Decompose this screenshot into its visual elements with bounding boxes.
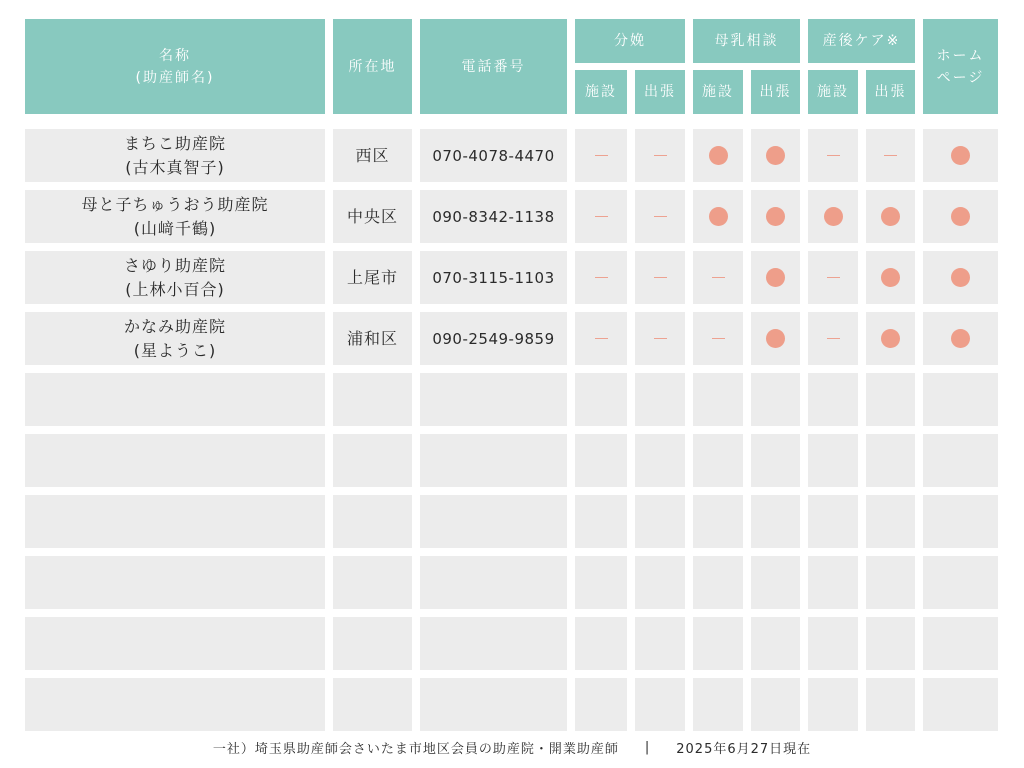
row-6-postpartum-visit-cell	[866, 434, 915, 487]
row-4-breastfeeding-visit-cell	[751, 312, 800, 365]
available-circle-mark	[766, 207, 785, 226]
not-available-dash-mark	[654, 338, 667, 340]
header-sub-delivery-visit: 出張	[635, 70, 685, 114]
row-5-delivery-visit-cell	[635, 373, 685, 426]
row-1-name: まちこ助産院 (古木真智子)	[25, 129, 325, 182]
row-7-delivery-facility-cell	[575, 495, 627, 548]
row-9-phone	[420, 617, 567, 670]
row-10-delivery-facility-cell	[575, 678, 627, 731]
row-7-delivery-visit-cell	[635, 495, 685, 548]
row-7-breastfeeding-facility-cell	[693, 495, 743, 548]
footer-separator: |	[644, 739, 651, 755]
row-7-breastfeeding-visit-cell	[751, 495, 800, 548]
row-10-phone	[420, 678, 567, 731]
row-7-location	[333, 495, 412, 548]
row-5-postpartum-facility-cell	[808, 373, 858, 426]
row-2-breastfeeding-visit-cell	[751, 190, 800, 243]
row-1-postpartum-visit-cell	[866, 129, 915, 182]
row-10-postpartum-visit-cell	[866, 678, 915, 731]
row-1-breastfeeding-visit-cell	[751, 129, 800, 182]
row-5-breastfeeding-visit-cell	[751, 373, 800, 426]
row-9-breastfeeding-facility-cell	[693, 617, 743, 670]
row-7-phone	[420, 495, 567, 548]
row-4-postpartum-facility-cell	[808, 312, 858, 365]
row-3-delivery-facility-cell	[575, 251, 627, 304]
available-circle-mark	[881, 268, 900, 287]
not-available-dash-mark	[595, 338, 608, 340]
row-10-delivery-visit-cell	[635, 678, 685, 731]
row-8-delivery-visit-cell	[635, 556, 685, 609]
row-5-postpartum-visit-cell	[866, 373, 915, 426]
not-available-dash-mark	[654, 216, 667, 218]
available-circle-mark	[766, 146, 785, 165]
row-6-homepage-cell	[923, 434, 998, 487]
not-available-dash-mark	[827, 277, 840, 279]
footer-org: 一社）埼玉県助産師会さいたま市地区会員の助産院・開業助産師	[212, 741, 619, 757]
row-1-phone: 070-4078-4470	[420, 129, 567, 182]
row-6-location	[333, 434, 412, 487]
header-sub-breastfeeding-visit: 出張	[751, 70, 800, 114]
available-circle-mark	[766, 268, 785, 287]
row-3-location: 上尾市	[333, 251, 412, 304]
not-available-dash-mark	[595, 277, 608, 279]
not-available-dash-mark	[595, 216, 608, 218]
row-2-homepage-cell	[923, 190, 998, 243]
available-circle-mark	[951, 329, 970, 348]
row-2-phone: 090-8342-1138	[420, 190, 567, 243]
row-3-delivery-visit-cell	[635, 251, 685, 304]
row-6-phone	[420, 434, 567, 487]
row-7-name	[25, 495, 325, 548]
row-9-name	[25, 617, 325, 670]
header-group-delivery: 分娩	[575, 19, 685, 63]
row-4-homepage-cell	[923, 312, 998, 365]
row-1-delivery-facility-cell	[575, 129, 627, 182]
header-sub-breastfeeding-facility: 施設	[693, 70, 743, 114]
row-8-location	[333, 556, 412, 609]
row-2-breastfeeding-facility-cell	[693, 190, 743, 243]
row-8-phone	[420, 556, 567, 609]
not-available-dash-mark	[712, 277, 725, 279]
row-10-breastfeeding-visit-cell	[751, 678, 800, 731]
row-9-delivery-visit-cell	[635, 617, 685, 670]
available-circle-mark	[881, 329, 900, 348]
row-8-homepage-cell	[923, 556, 998, 609]
row-5-phone	[420, 373, 567, 426]
not-available-dash-mark	[595, 155, 608, 157]
row-10-postpartum-facility-cell	[808, 678, 858, 731]
row-3-name: さゆり助産院 (上林小百合)	[25, 251, 325, 304]
row-4-phone: 090-2549-9859	[420, 312, 567, 365]
row-9-location	[333, 617, 412, 670]
row-9-postpartum-facility-cell	[808, 617, 858, 670]
row-10-breastfeeding-facility-cell	[693, 678, 743, 731]
not-available-dash-mark	[827, 155, 840, 157]
row-6-postpartum-facility-cell	[808, 434, 858, 487]
row-4-delivery-facility-cell	[575, 312, 627, 365]
row-1-postpartum-facility-cell	[808, 129, 858, 182]
row-1-location: 西区	[333, 129, 412, 182]
row-2-postpartum-visit-cell	[866, 190, 915, 243]
not-available-dash-mark	[884, 155, 897, 157]
header-name: 名称 (助産師名)	[25, 19, 325, 114]
row-1-delivery-visit-cell	[635, 129, 685, 182]
row-8-name	[25, 556, 325, 609]
row-2-delivery-visit-cell	[635, 190, 685, 243]
row-8-delivery-facility-cell	[575, 556, 627, 609]
footer	[0, 737, 1024, 757]
available-circle-mark	[824, 207, 843, 226]
header-sub-postpartum-visit: 出張	[866, 70, 915, 114]
row-5-name	[25, 373, 325, 426]
header-group-breastfeeding: 母乳相談	[693, 19, 800, 63]
header-phone: 電話番号	[420, 19, 567, 114]
available-circle-mark	[766, 329, 785, 348]
row-2-name: 母と子ちゅうおう助産院 (山﨑千鶴)	[25, 190, 325, 243]
available-circle-mark	[951, 268, 970, 287]
row-9-postpartum-visit-cell	[866, 617, 915, 670]
row-4-name: かなみ助産院 (星ようこ)	[25, 312, 325, 365]
row-5-delivery-facility-cell	[575, 373, 627, 426]
row-10-location	[333, 678, 412, 731]
row-10-name	[25, 678, 325, 731]
header-homepage: ホーム ページ	[923, 19, 998, 114]
row-3-homepage-cell	[923, 251, 998, 304]
row-9-homepage-cell	[923, 617, 998, 670]
row-5-location	[333, 373, 412, 426]
available-circle-mark	[951, 207, 970, 226]
header-location: 所在地	[333, 19, 412, 114]
row-10-homepage-cell	[923, 678, 998, 731]
header-sub-postpartum-facility: 施設	[808, 70, 858, 114]
row-8-breastfeeding-visit-cell	[751, 556, 800, 609]
available-circle-mark	[881, 207, 900, 226]
row-6-delivery-facility-cell	[575, 434, 627, 487]
row-4-delivery-visit-cell	[635, 312, 685, 365]
row-1-homepage-cell	[923, 129, 998, 182]
header-sub-delivery-facility: 施設	[575, 70, 627, 114]
row-7-homepage-cell	[923, 495, 998, 548]
not-available-dash-mark	[712, 338, 725, 340]
row-4-postpartum-visit-cell	[866, 312, 915, 365]
row-2-location: 中央区	[333, 190, 412, 243]
not-available-dash-mark	[654, 155, 667, 157]
not-available-dash-mark	[827, 338, 840, 340]
row-8-breastfeeding-facility-cell	[693, 556, 743, 609]
row-7-postpartum-facility-cell	[808, 495, 858, 548]
row-4-breastfeeding-facility-cell	[693, 312, 743, 365]
row-3-postpartum-facility-cell	[808, 251, 858, 304]
row-9-delivery-facility-cell	[575, 617, 627, 670]
row-8-postpartum-facility-cell	[808, 556, 858, 609]
row-2-postpartum-facility-cell	[808, 190, 858, 243]
header-group-postpartum-care: 産後ケア※	[808, 19, 915, 63]
row-6-delivery-visit-cell	[635, 434, 685, 487]
row-3-breastfeeding-visit-cell	[751, 251, 800, 304]
row-1-breastfeeding-facility-cell	[693, 129, 743, 182]
row-6-breastfeeding-visit-cell	[751, 434, 800, 487]
available-circle-mark	[709, 207, 728, 226]
available-circle-mark	[951, 146, 970, 165]
row-5-homepage-cell	[923, 373, 998, 426]
row-3-breastfeeding-facility-cell	[693, 251, 743, 304]
row-6-name	[25, 434, 325, 487]
footer-date: 2025年6月27日現在	[676, 741, 812, 757]
row-2-delivery-facility-cell	[575, 190, 627, 243]
row-4-location: 浦和区	[333, 312, 412, 365]
row-3-postpartum-visit-cell	[866, 251, 915, 304]
row-7-postpartum-visit-cell	[866, 495, 915, 548]
row-8-postpartum-visit-cell	[866, 556, 915, 609]
available-circle-mark	[709, 146, 728, 165]
row-6-breastfeeding-facility-cell	[693, 434, 743, 487]
row-9-breastfeeding-visit-cell	[751, 617, 800, 670]
row-5-breastfeeding-facility-cell	[693, 373, 743, 426]
not-available-dash-mark	[654, 277, 667, 279]
row-3-phone: 070-3115-1103	[420, 251, 567, 304]
